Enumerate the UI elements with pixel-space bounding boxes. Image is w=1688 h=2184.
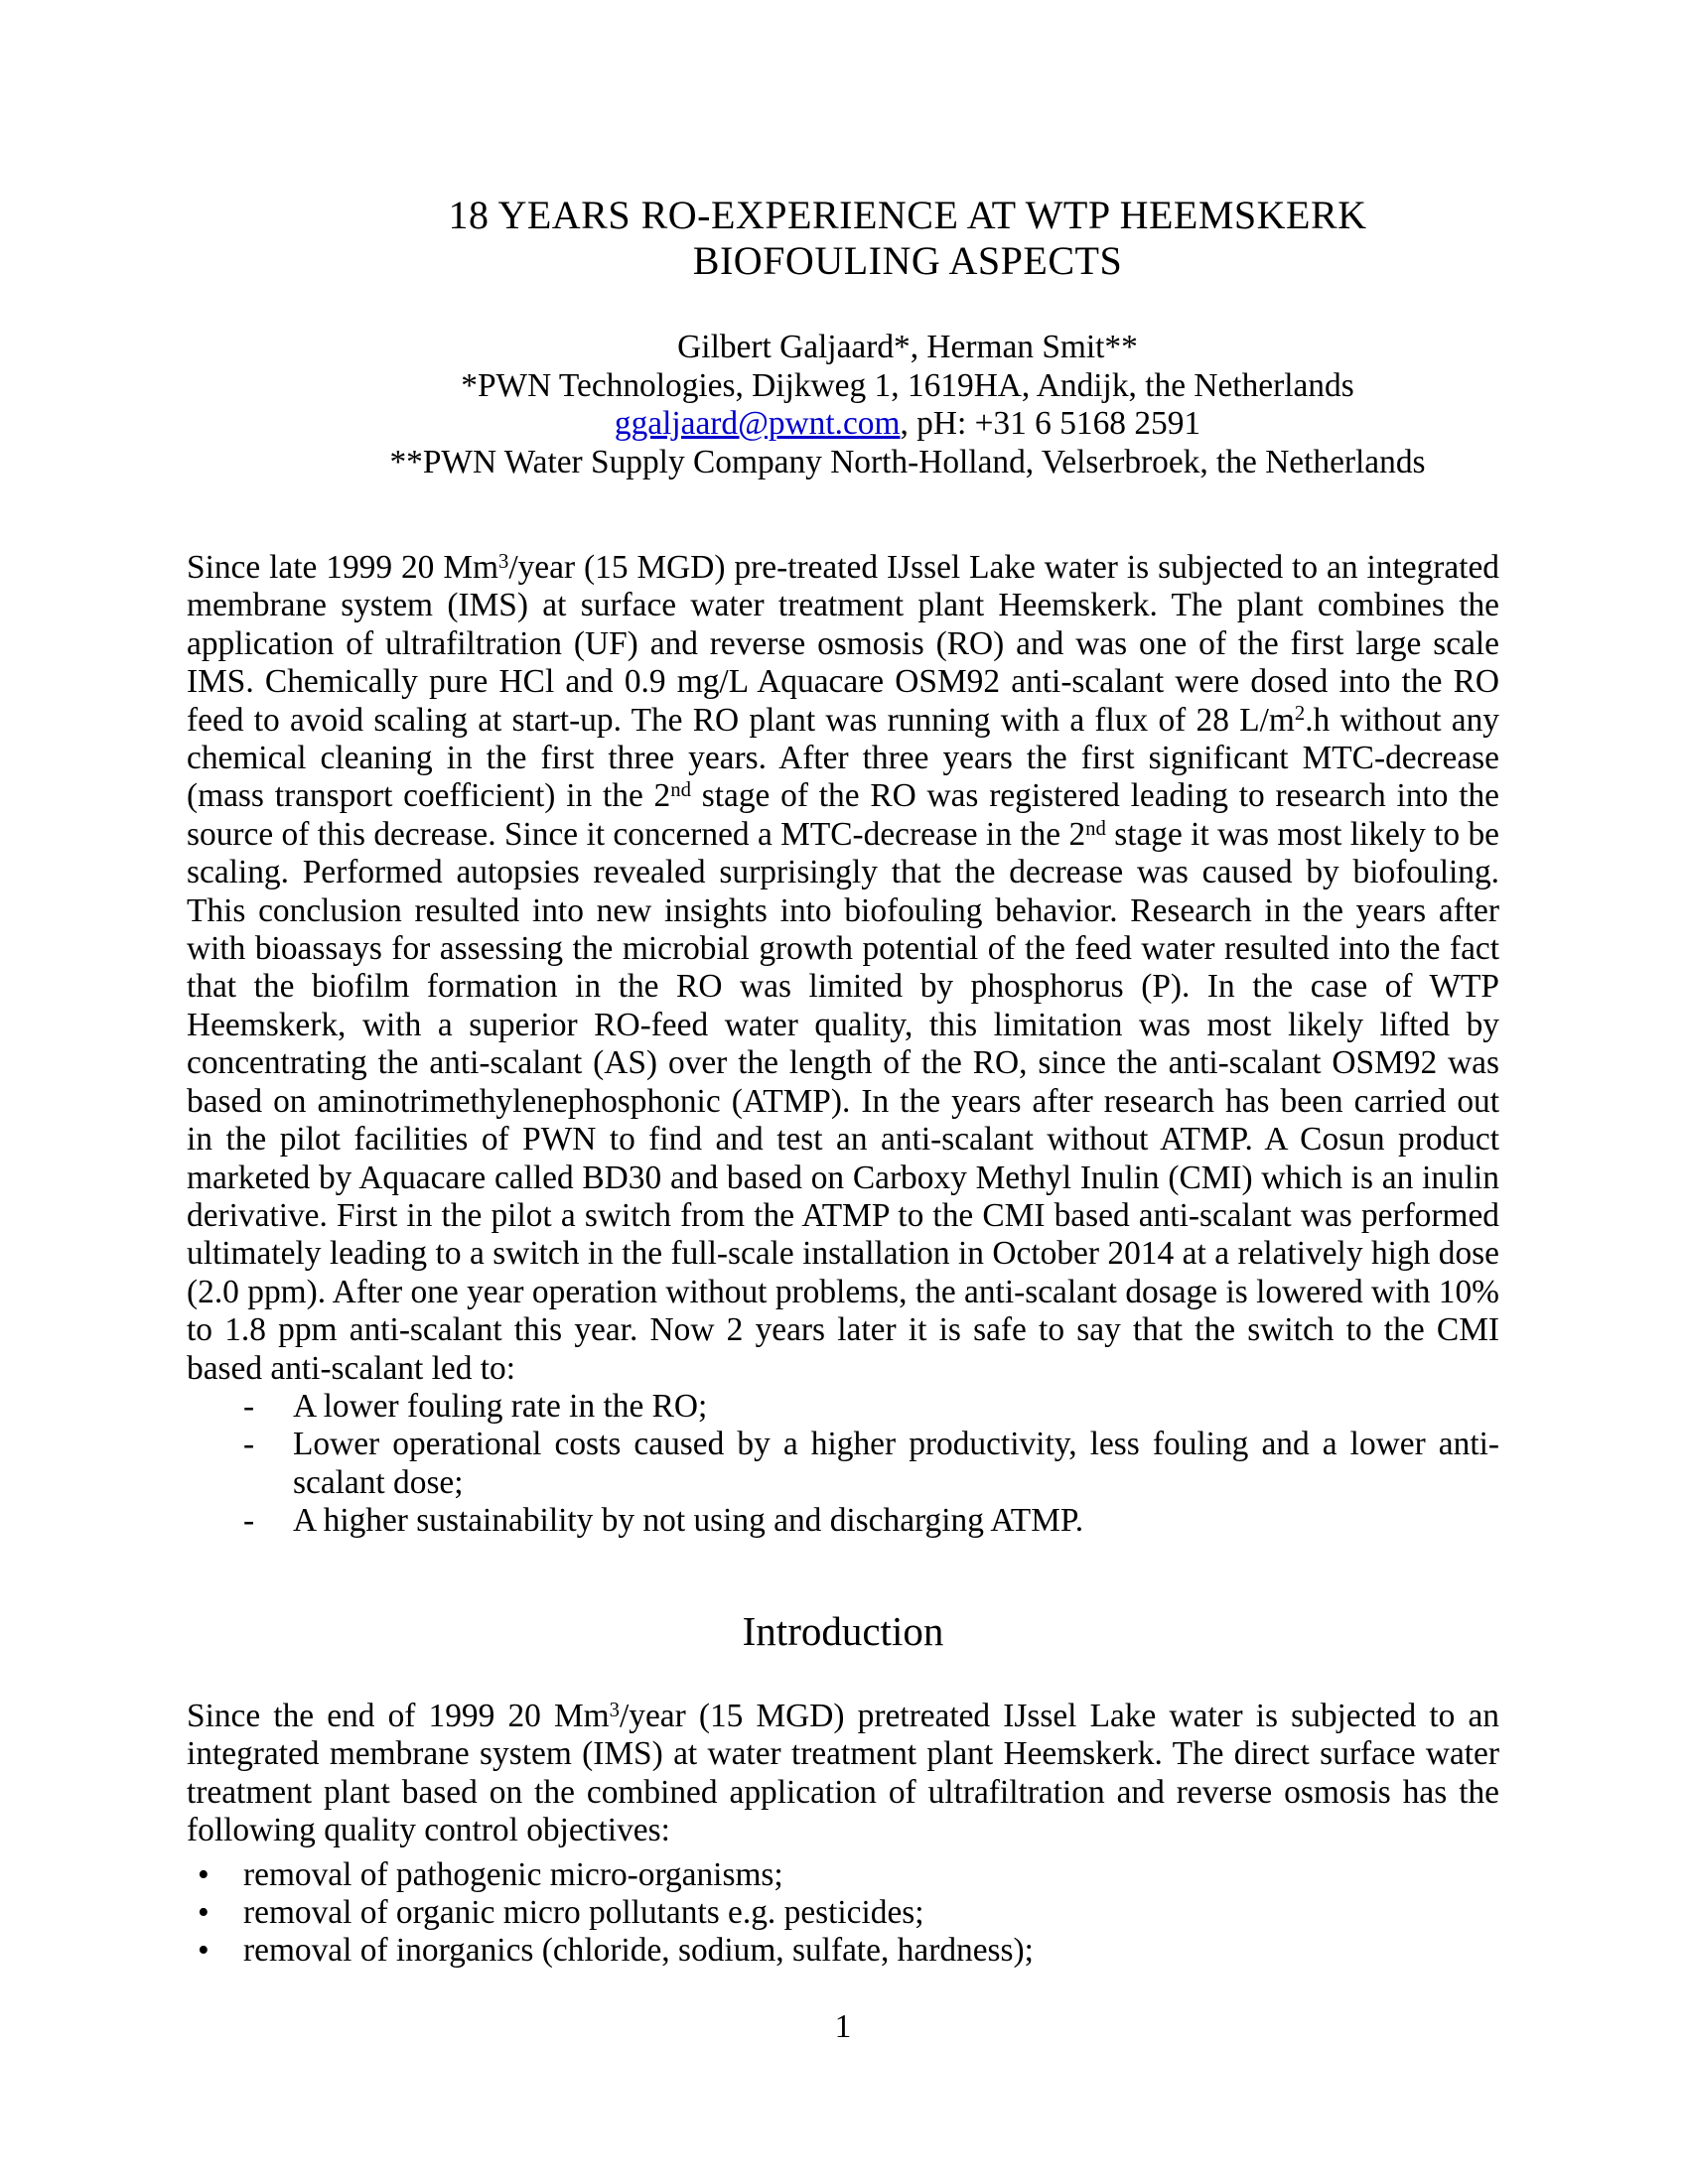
- superscript-2: 2: [1294, 703, 1306, 726]
- abstract-paragraph: [187, 549, 1499, 1388]
- superscript-nd-1: nd: [670, 779, 691, 802]
- list-item-text: removal of pathogenic micro-organisms;: [243, 1855, 783, 1893]
- dash-marker: -: [243, 1502, 255, 1540]
- objectives-bullet-list: [187, 1856, 1499, 1971]
- introduction-paragraph: [187, 1698, 1499, 1850]
- phone-text: , pH: +31 6 5168 2591: [900, 405, 1201, 443]
- email-link[interactable]: ggaljaard@pwnt.com: [614, 405, 901, 443]
- list-item-text: removal of organic micro pollutants e.g. pesticides;: [243, 1894, 924, 1932]
- author-block: [187, 329, 1499, 481]
- abstract-text-4: stage of the RO was registered leading to research into the source of this decrease. Since it concerned a MTC-decrease in the 2: [187, 777, 1499, 853]
- list-item: [187, 1426, 1499, 1502]
- superscript-3: 3: [497, 550, 509, 573]
- introduction-section: [187, 1698, 1499, 1971]
- abstract-text-5: stage it was most likely to be scaling. Performed autopsies revealed surprisingly that the decrease was caused by biofouling. This conclusion resulted into new insights into biofouling behavior. Research in the years after with bioassays for assessing the microbial growth potential of the feed water resulted into the fact that the biofilm formation in the RO was limited by phosphorus (P). In the case of WTP Heemskerk, with a superior RO-feed water quality, this limitation was most likely lifted by concentrating the anti-scalant (AS) over the length of the RO, since the anti-scalant OSM92 was based on aminotrimethylenephosphonic (ATMP). In the years after research has been carried out in the pilot facilities of PWN to find and test an anti-scalant without ATMP. A Cosun product marketed by Aquacare called BD30 and based on Carboxy Methyl Inulin (CMI) which is an inulin derivative. First in the pilot a switch from the ATMP to the CMI based anti-scalant was performed ultimately leading to a switch in the full-scale installation in October 2014 at a relatively high dose (2.0 ppm). After one year operation without problems, the anti-scalant dosage is lowered with 10% to 1.8 ppm anti-scalant this year. Now 2 years later it is safe to say that the switch to the CMI based anti-scalant led to:: [187, 815, 1499, 1387]
- affiliation-1: *PWN Technologies, Dijkweg 1, 1619HA, Andijk, the Netherlands: [461, 366, 1354, 404]
- intro-text-1: Since the end of 1999 20 Mm: [187, 1698, 610, 1734]
- list-item-text: removal of inorganics (chloride, sodium, sulfate, hardness);: [243, 1932, 1034, 1970]
- list-item: [187, 1932, 1499, 1970]
- bullet-marker: •: [198, 1932, 210, 1970]
- bullet-marker: •: [198, 1855, 210, 1893]
- abstract-text-1: Since late 1999 20 Mm: [187, 549, 498, 586]
- affiliation-2: **PWN Water Supply Company North-Holland, Velserbroek, the Netherlands: [389, 443, 1426, 480]
- contact-line: [316, 405, 1499, 444]
- authors-line: Gilbert Galjaard*, Herman Smit**: [677, 329, 1138, 365]
- conclusion-dash-list: [187, 1388, 1499, 1541]
- page-number: 1: [834, 2008, 852, 2045]
- title-line-1: 18 YEARS RO-EXPERIENCE AT WTP HEEMSKERK: [448, 193, 1367, 237]
- list-item: [187, 1388, 1499, 1426]
- list-item-text: A lower fouling rate in the RO;: [293, 1387, 708, 1425]
- superscript-nd-2: nd: [1085, 817, 1106, 840]
- paper-title: [187, 193, 1499, 284]
- title-line-2: BIOFOULING ASPECTS: [692, 238, 1123, 283]
- dash-marker: -: [243, 1387, 255, 1425]
- bullet-marker: •: [198, 1894, 210, 1932]
- list-item-text: A higher sustainability by not using and discharging ATMP.: [293, 1502, 1084, 1540]
- list-item: [187, 1502, 1499, 1540]
- intro-text-2: /year (15 MGD) pretreated IJssel Lake water is subjected to an integrated membrane system (IMS) at water treatment plant Heemskerk. The direct surface water treatment plant based on the combined application of ultrafiltration and reverse osmosis has the following quality control objectives:: [187, 1698, 1499, 1849]
- superscript-3: 3: [609, 1699, 620, 1721]
- list-item: [187, 1894, 1499, 1932]
- section-heading-introduction: Introduction: [742, 1608, 944, 1654]
- list-item-text: Lower operational costs caused by a higher productivity, less fouling and a lower anti-scalant dose;: [293, 1426, 1499, 1501]
- dash-marker: -: [243, 1426, 255, 1463]
- list-item: [187, 1856, 1499, 1894]
- abstract-section: [187, 549, 1499, 1541]
- abstract-text-3: .h without any chemical cleaning in the first three years. After three years the first significant MTC-decrease (mass transport coefficient) in the 2: [187, 701, 1500, 815]
- abstract-text-2: /year (15 MGD) pre-treated IJssel Lake water is subjected to an integrated membrane system (IMS) at surface water treatment plant Heemskerk. The plant combines the application of ultrafiltration (UF) and reverse osmosis (RO) and was one of the first large scale IMS. Chemically pure HCl and 0.9 mg/L Aquacare OSM92 anti-scalant were dosed into the RO feed to avoid scaling at start-up. The RO plant was running with a flux of 28 L/m: [187, 549, 1499, 739]
